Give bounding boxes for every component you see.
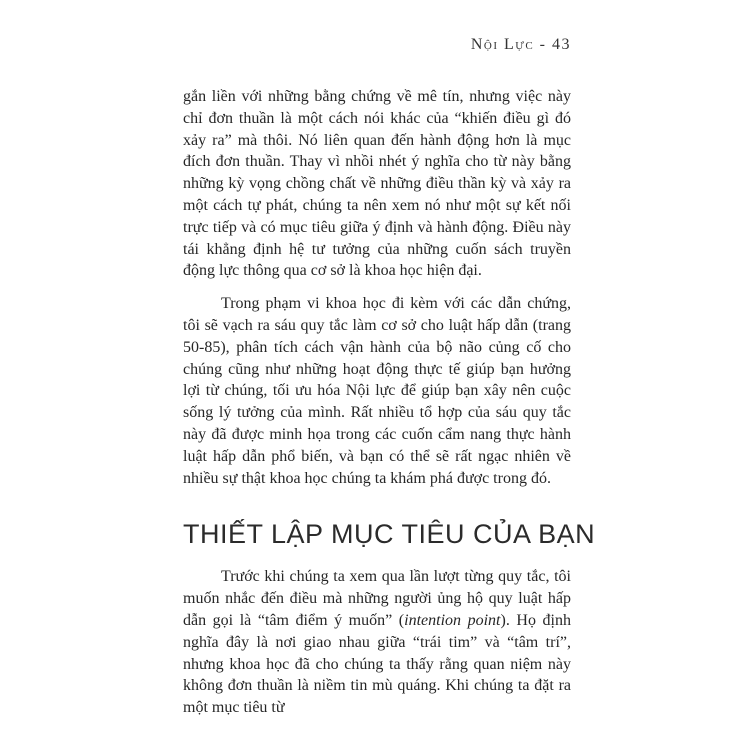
- paragraph-3-before: Trước khi chúng ta xem qua lần lượt từng quy tắc, tôi muốn nhắc đến điều mà những người ủng hộ quy luật hấp dẫn gọi là “tâm điểm ý muốn” (: [183, 568, 571, 629]
- running-header: Nội Lực - 43: [470, 36, 571, 53]
- section-heading: THIẾT LẬP MỤC TIÊU CỦA BẠN: [183, 519, 596, 550]
- paragraph-2: Trong phạm vi khoa học đi kèm với các dẫn chứng, tôi sẽ vạch ra sáu quy tắc làm cơ sở cho luật hấp dẫn (trang 50-85), phân tích cách vận hành của bộ não củng cố cho chúng cũng như những hoạt động thực tế giúp bạn hưởng lợi từ chúng, tối ưu hóa Nội lực để giúp bạn xây nên cuộc sống lý tưởng của mình. Rất nhiều tổ hợp của sáu quy tắc này đã được minh họa trong các cuốn cẩm nang thực hành luật hấp dẫn phổ biến, và bạn có thể sẽ rất ngạc nhiên về nhiều sự thật khoa học chúng ta khám phá được trong đó.: [183, 295, 571, 487]
- paragraph-3-after: ). Họ định nghĩa đây là nơi giao nhau giữa “trái tim” và “tâm trí”, nhưng khoa học đã cho chúng ta thấy rằng quan niệm này không đơn thuần là niềm tin mù quáng. Khi chúng ta đặt ra một mục tiêu từ: [183, 611, 571, 717]
- body-text: [183, 86, 596, 719]
- paragraph-1: gắn liền với những bằng chứng về mê tín, nhưng việc này chỉ đơn thuần là một cách nói khác của “khiến điều gì đó xảy ra” mà thôi. Nó liên quan đến hành động hơn là mục đích đơn thuần. Thay vì nhồi nhét ý nghĩa cho từ này bằng những kỳ vọng chồng chất về những điều thần kỳ và xảy ra một cách tự phát, chúng ta nên xem nó như một sự kết nối trực tiếp và có mục tiêu giữa ý định và hành động. Điều này tái khẳng định hệ tư tưởng của những cuốn sách truyền động lực thông qua cơ sở là khoa học hiện đại.: [183, 88, 571, 280]
- text-column: [183, 36, 596, 730]
- paragraph-3-italic-term: intention point: [404, 611, 501, 629]
- paragraph-3: [183, 566, 571, 719]
